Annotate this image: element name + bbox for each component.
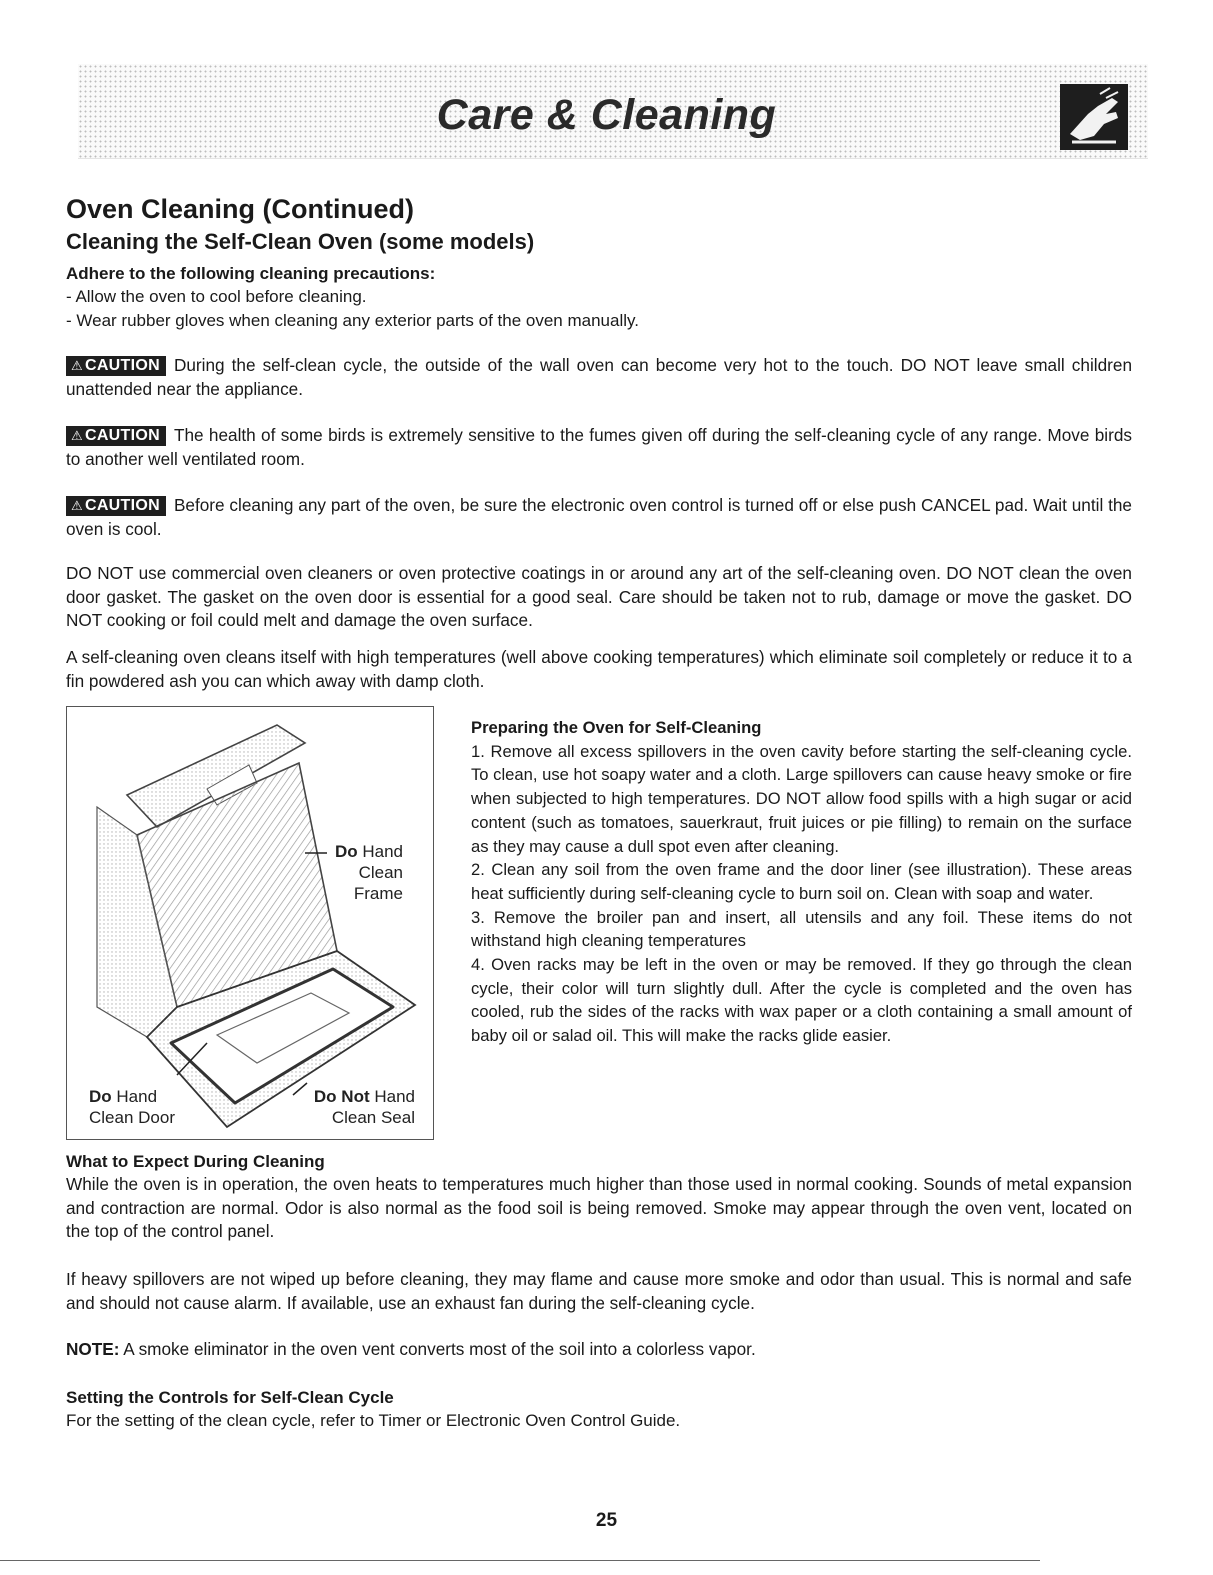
note-label: NOTE: (66, 1339, 120, 1359)
bottom-rule (0, 1560, 1040, 1561)
precaution-item: - Allow the oven to cool before cleaning. (66, 287, 367, 306)
precautions-heading: Adhere to the following cleaning precautions: (66, 264, 436, 283)
controls-text: For the setting of the clean cycle, refer to Timer or Electronic Oven Control Guide. (66, 1411, 681, 1430)
label-do-hand-clean-door: Do Hand Clean Door (89, 1087, 175, 1127)
caution-paragraph (66, 354, 1132, 401)
cleaning-hand-icon (1060, 84, 1128, 150)
controls-heading: Setting the Controls for Self-Clean Cycle (66, 1388, 394, 1407)
expect-paragraph: If heavy spillovers are not wiped up before cleaning, they may flame and cause more smoke and odor than usual. This is normal and safe and should not cause alarm. If available, use an exhaust fan during the self-cleaning cycle. (66, 1269, 1132, 1313)
section-subtitle: Cleaning the Self-Clean Oven (some models) (66, 229, 535, 254)
expect-heading: What to Expect During Cleaning (66, 1152, 325, 1171)
caution-text: During the self-clean cycle, the outside of the wall oven can become very hot to the touch. DO NOT leave small children unattended near the appliance. (66, 355, 1132, 399)
warning-triangle-icon: ⚠ (71, 498, 83, 513)
warning-triangle-icon: ⚠ (71, 428, 83, 443)
caution-paragraph (66, 494, 1132, 541)
label-do-hand-clean-frame: Do Hand Clean Frame (334, 842, 403, 903)
preparing-step: 2. Clean any soil from the oven frame and the door liner (see illustration). These areas heat sufficiently during self-cleaning cycle to burn soil on. Clean with soap and water. (471, 860, 1132, 903)
caution-badge: ⚠ CAUTION (66, 426, 166, 446)
warning-triangle-icon: ⚠ (71, 358, 83, 373)
caution-paragraph (66, 424, 1132, 471)
oven-drawing (67, 707, 433, 1139)
page-number: 25 (595, 1510, 618, 1531)
note-paragraph (66, 1338, 1132, 1362)
preparing-heading: Preparing the Oven for Self-Cleaning (471, 718, 762, 737)
label-do-not-hand-clean-seal: Do Not Hand Clean Seal (313, 1087, 415, 1127)
preparing-step: 3. Remove the broiler pan and insert, all utensils and any foil. These items do not withstand high cleaning temperatures (471, 907, 1132, 951)
page-header-title: Care & Cleaning (436, 91, 777, 139)
note-text: A smoke eliminator in the oven vent converts most of the soil into a colorless vapor. (123, 1339, 756, 1359)
do-not-paragraph: DO NOT use commercial oven cleaners or oven protective coatings in or around any art of the self-cleaning oven. DO NOT clean the oven door gasket. The gasket on the oven door is essential for a good seal. Care should be taken not to rub, damage or move the gasket. DO NOT cooking or foil could melt and damage the oven surface. (66, 563, 1132, 631)
caution-badge: ⚠ CAUTION (66, 496, 166, 516)
caution-text: The health of some birds is extremely sensitive to the fumes given off during the self-cleaning cycle of any range. Move birds to another well ventilated room. (66, 425, 1132, 469)
caution-badge: ⚠ CAUTION (66, 356, 166, 376)
expect-paragraph: While the oven is in operation, the oven heats to temperatures much higher than those used in normal cooking. Sounds of metal expansion and contraction are normal. Odor is also normal as the food soil is being removed. Smoke may appear through the oven vent, located on the top of the control panel. (66, 1174, 1132, 1242)
preparing-step: 4. Oven racks may be left in the oven or may be removed. If they go through the clean cycle, their color will turn slightly dull. After the cycle is completed and the oven has cooled, rub the sides of the racks with wax paper or a cloth containing a small amount of baby oil or salad oil. This will make the racks glide easier. (471, 955, 1132, 1046)
caution-text: Before cleaning any part of the oven, be sure the electronic oven control is turned off or else push CANCEL pad. Wait until the oven is cool. (66, 495, 1132, 539)
self-cleaning-paragraph: A self-cleaning oven cleans itself with high temperatures (well above cooking temperatures) which eliminate soil completely or reduce it to a fin powdered ash you can which away with damp cloth. (66, 647, 1132, 691)
preparing-step: 1. Remove all excess spillovers in the oven cavity before starting the self-cleaning cycle. To clean, use hot soapy water and a cloth. Large spillovers can cause heavy smoke or fire when subjected to high temperatures. DO NOT allow food spills with a high sugar or acid content (such as tomatoes, sauerkraut, fruit juices or pie filling) to remain on the surface as they may cause a dull spot even after cleaning. (471, 741, 1132, 856)
section-title: Oven Cleaning (Continued) (66, 194, 414, 224)
oven-illustration (66, 706, 434, 1140)
preparing-section (471, 716, 1132, 1048)
precaution-item: - Wear rubber gloves when cleaning any exterior parts of the oven manually. (66, 311, 639, 330)
